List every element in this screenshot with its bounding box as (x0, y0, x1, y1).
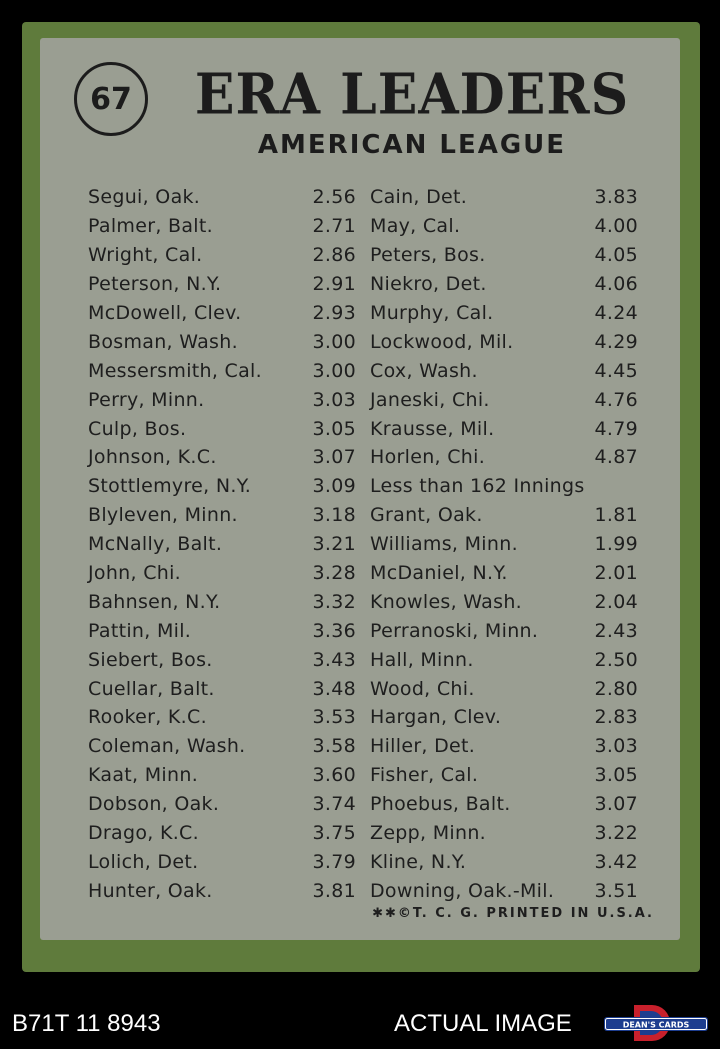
leader-row (370, 530, 638, 559)
era-value: 4.24 (594, 302, 638, 324)
pitcher-name: Phoebus, Balt. (370, 793, 511, 816)
leader-row (88, 587, 356, 616)
pitcher-name: Downing, Oak.-Mil. (370, 879, 555, 902)
pitcher-name: Peters, Bos. (370, 244, 486, 267)
era-value: 3.75 (312, 822, 356, 845)
baseball-card (22, 22, 700, 972)
era-value: 3.07 (594, 793, 638, 816)
era-value: 3.48 (312, 677, 356, 700)
card-back-panel (40, 38, 680, 940)
pitcher-name: Siebert, Bos. (88, 648, 213, 671)
era-value: 3.03 (312, 388, 356, 411)
pitcher-name: Johnson, K.C. (88, 446, 217, 469)
pitcher-name: Williams, Minn. (370, 533, 518, 556)
leader-row (370, 414, 638, 443)
era-value: 3.07 (312, 446, 356, 469)
leader-row (88, 183, 356, 212)
pitcher-name: Kline, N.Y. (370, 850, 467, 873)
era-value: 3.18 (312, 504, 356, 527)
actual-image-label: ACTUAL IMAGE (394, 1010, 572, 1037)
era-value: 3.51 (594, 879, 638, 902)
deans-cards-logo (604, 1003, 708, 1043)
pitcher-name: Grant, Oak. (370, 504, 483, 527)
era-value: 3.09 (312, 475, 356, 498)
leader-row (88, 241, 356, 270)
era-value: 2.43 (594, 619, 638, 642)
leader-row (88, 443, 356, 472)
era-value: 4.29 (594, 330, 638, 353)
pitcher-name: Stottlemyre, N.Y. (88, 475, 252, 498)
leader-row (370, 241, 638, 270)
era-value: 2.91 (312, 273, 356, 296)
era-value: 3.58 (312, 735, 356, 758)
pitcher-name: May, Cal. (370, 215, 461, 238)
pitcher-name: Lolich, Det. (88, 850, 199, 873)
leader-row (88, 559, 356, 588)
pitcher-name: Pattin, Mil. (88, 619, 192, 642)
pitcher-name: Niekro, Det. (370, 273, 487, 296)
leader-row (88, 530, 356, 559)
era-value: 2.93 (312, 302, 356, 324)
pitcher-name: Perranoski, Minn. (370, 619, 539, 642)
era-value: 3.42 (594, 850, 638, 873)
leader-row (370, 732, 638, 761)
era-value: 4.76 (594, 388, 638, 411)
leader-row (370, 645, 638, 674)
leader-row (370, 385, 638, 414)
leader-row (88, 790, 356, 819)
leader-row (88, 299, 356, 328)
era-value: 4.00 (594, 215, 638, 238)
pitcher-name: Cain, Det. (370, 186, 468, 209)
era-value: 4.45 (594, 359, 638, 382)
card-subtitle: AMERICAN LEAGUE (257, 130, 567, 160)
leader-row (88, 732, 356, 761)
leader-row (88, 385, 356, 414)
leader-row (88, 212, 356, 241)
leader-row (370, 616, 638, 645)
leader-row (88, 847, 356, 876)
era-value: 3.32 (312, 590, 356, 613)
pitcher-name: John, Chi. (88, 562, 182, 585)
card-title: ERA LEADERS (194, 61, 630, 128)
era-value: 3.05 (312, 417, 356, 440)
pitcher-name: Messersmith, Cal. (88, 359, 262, 382)
leader-row (370, 587, 638, 616)
era-value: 3.74 (312, 793, 356, 816)
era-value: 3.28 (312, 562, 356, 585)
pitcher-name: Bahnsen, N.Y. (88, 590, 221, 613)
era-value: 4.79 (594, 417, 638, 440)
pitcher-name: McDaniel, N.Y. (370, 562, 508, 585)
card-number: 67 (90, 81, 132, 117)
pitcher-name: Coleman, Wash. (88, 735, 246, 758)
era-value: 3.81 (312, 879, 356, 902)
pitcher-name: Fisher, Cal. (370, 764, 479, 787)
leader-row (88, 645, 356, 674)
pitcher-name: Segui, Oak. (88, 186, 201, 209)
pitcher-name: Rooker, K.C. (88, 706, 207, 729)
pitcher-name: Lockwood, Mil. (370, 330, 514, 353)
leader-row (88, 472, 356, 501)
pitcher-name: Peterson, N.Y. (88, 273, 222, 296)
pitcher-name: Hiller, Det. (370, 735, 476, 758)
era-value: 2.01 (594, 562, 638, 585)
pitcher-name: Dobson, Oak. (88, 793, 220, 816)
era-value: 3.83 (594, 186, 638, 209)
era-value: 3.22 (594, 822, 638, 845)
pitcher-name: Hunter, Oak. (88, 879, 213, 902)
logo-text: DEAN'S CARDS (622, 1020, 690, 1030)
left-leader-column (88, 183, 356, 905)
leader-row (88, 616, 356, 645)
leader-row (370, 761, 638, 790)
pitcher-name: Blyleven, Minn. (88, 504, 238, 527)
pitcher-name: Wood, Chi. (370, 677, 475, 700)
leader-row (88, 327, 356, 356)
leader-row (88, 819, 356, 848)
leader-row (370, 299, 638, 328)
era-value: 3.79 (312, 850, 356, 873)
era-value: 3.00 (312, 359, 356, 382)
pitcher-name: McNally, Balt. (88, 533, 223, 556)
leader-row (370, 847, 638, 876)
pitcher-name: Cox, Wash. (370, 359, 478, 382)
era-value: 3.00 (312, 330, 356, 353)
leader-row (88, 674, 356, 703)
era-value: 2.71 (312, 215, 356, 238)
pitcher-name: Hall, Minn. (370, 648, 474, 671)
pitcher-name: Bosman, Wash. (88, 330, 238, 353)
innings-qualifier-note: Less than 162 Innings (370, 475, 585, 498)
leader-row (370, 356, 638, 385)
era-value: 4.05 (594, 244, 638, 267)
listing-id-label: B71T 11 8943 (12, 1010, 161, 1037)
leader-row (370, 790, 638, 819)
leader-row (370, 183, 638, 212)
leader-row (370, 327, 638, 356)
leader-row (370, 819, 638, 848)
era-value: 4.87 (594, 446, 638, 469)
leader-row (88, 703, 356, 732)
pitcher-name: McDowell, Clev. (88, 302, 242, 324)
era-value: 2.50 (594, 648, 638, 671)
leader-row (370, 674, 638, 703)
leader-row (370, 703, 638, 732)
leader-row (88, 876, 356, 905)
era-value: 3.43 (312, 648, 356, 671)
era-value: 3.36 (312, 619, 356, 642)
pitcher-name: Krausse, Mil. (370, 417, 495, 440)
era-value: 3.03 (594, 735, 638, 758)
era-value: 2.56 (312, 186, 356, 209)
era-value: 3.21 (312, 533, 356, 556)
pitcher-name: Drago, K.C. (88, 822, 199, 845)
leader-row (88, 414, 356, 443)
era-value: 2.86 (312, 244, 356, 267)
era-value: 4.06 (594, 273, 638, 296)
leader-row (88, 761, 356, 790)
pitcher-name: Murphy, Cal. (370, 302, 494, 324)
leader-row (370, 559, 638, 588)
leader-row (88, 356, 356, 385)
leader-row (88, 270, 356, 299)
pitcher-name: Kaat, Minn. (88, 764, 199, 787)
era-value: 2.04 (594, 590, 638, 613)
pitcher-name: Wright, Cal. (88, 244, 203, 267)
pitcher-name: Horlen, Chi. (370, 446, 486, 469)
pitcher-name: Cuellar, Balt. (88, 677, 215, 700)
era-value: 1.81 (594, 504, 638, 527)
leader-row (370, 270, 638, 299)
copyright-note: ✱✱©T. C. G. PRINTED IN U.S.A. (372, 906, 654, 921)
leader-row (88, 501, 356, 530)
right-leader-column (370, 183, 638, 905)
pitcher-name: Zepp, Minn. (370, 822, 487, 845)
leader-row (370, 501, 638, 530)
pitcher-name: Janeski, Chi. (370, 388, 490, 411)
pitcher-name: Knowles, Wash. (370, 590, 523, 613)
era-value: 3.05 (594, 764, 638, 787)
era-value: 2.80 (594, 677, 638, 700)
pitcher-name: Hargan, Clev. (370, 706, 502, 729)
pitcher-name: Culp, Bos. (88, 417, 187, 440)
era-value: 3.60 (312, 764, 356, 787)
pitcher-name: Palmer, Balt. (88, 215, 213, 238)
leader-row (370, 212, 638, 241)
leader-row (370, 876, 638, 905)
leader-row (370, 443, 638, 472)
era-value: 1.99 (594, 533, 638, 556)
pitcher-name: Perry, Minn. (88, 388, 205, 411)
logo-graphic (604, 1003, 708, 1043)
era-value: 3.53 (312, 706, 356, 729)
era-value: 2.83 (594, 706, 638, 729)
